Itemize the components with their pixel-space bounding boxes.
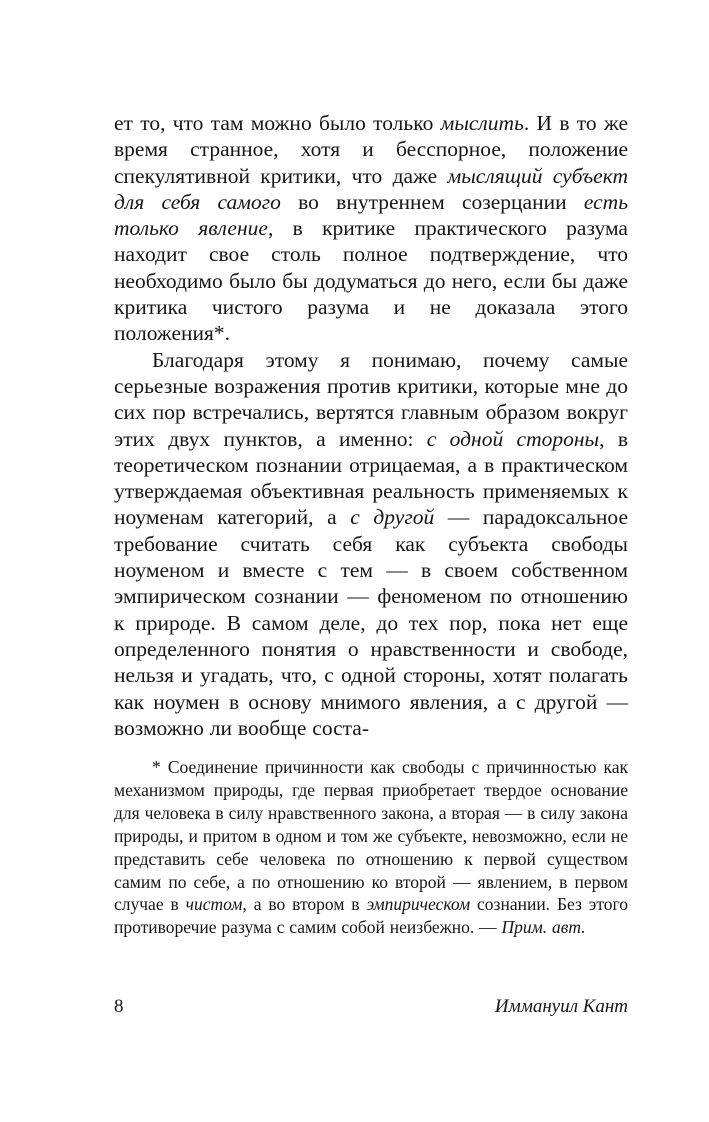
footnote-text: [114, 756, 628, 939]
main-text-block: [114, 110, 628, 741]
paragraph-second: [114, 347, 628, 741]
text-run: , а во втором в: [242, 894, 367, 915]
text-run: . И в то же время странное, хотя и бесспорное, положение спекулятивной критики, что даже: [114, 111, 629, 188]
page-footer: [114, 996, 628, 1018]
italic-run: эмпирическом: [366, 894, 471, 915]
italic-run: Прим. авт.: [501, 917, 586, 938]
italic-run: мыслящий субъект для себя самого: [114, 163, 628, 214]
paragraph-continuation: [114, 110, 628, 347]
text-run: ет то, что там можно было только: [114, 111, 441, 135]
page-number: 8: [114, 996, 124, 1017]
italic-run: чистом: [185, 894, 243, 915]
italic-run: есть только явление: [114, 189, 628, 241]
italic-run: с одной стороны: [426, 426, 600, 451]
text-run: сознании. Без этого противоречие разума с самим собой неизбежно. —: [114, 894, 628, 938]
text-run: — парадоксальное требование считать себя как субъекта свободы ноуменом и вместе с тем — в своем собственном эмпирическом сознании — феноменом по отношению к природе. В самом деле, до тех пор, пока нет еще определенного понятия о нравственности и свободе, нельзя и угадать, что, с одной стороны, хотят полагать как ноумен в основу мнимого явления, а с другой — возможно ли вообще соста-: [114, 505, 628, 740]
italic-run: мыслить: [440, 111, 524, 135]
text-run: Благодаря этому я понимаю, почему самые серьезные возражения против критики, которые мне до сих пор встречались, вертятся главным образом вокруг этих двух пунктов, а именно:: [114, 347, 628, 451]
footnote-block: [114, 756, 628, 939]
author-name: Иммануил Кант: [494, 996, 628, 1017]
text-run: * Соединение причинности как свободы с причинностью как механизмом природы, где первая приобретает твердое основание для человека в силу нравственного закона, а вторая — в силу закона природы, и притом в одном и том же субъекте, невозможно, если не представить себе человека по отношению к первой существом самим по себе, а по отношению ко второй — явлением, в первом случае в: [114, 757, 628, 915]
text-run: , в теоретическом познании отрицаемая, а в практическом утверждаемая объективная реальность применяемых к ноуменам категорий, а: [114, 426, 628, 530]
italic-run: с другой: [350, 505, 435, 530]
text-run: во внутреннем созерцании: [280, 189, 584, 214]
text-run: , в критике практического разума находит свое столь полное подтверждение, что необходимо было бы додуматься до него, если бы даже критика чистого разума и не доказала этого положения*.: [114, 216, 628, 346]
